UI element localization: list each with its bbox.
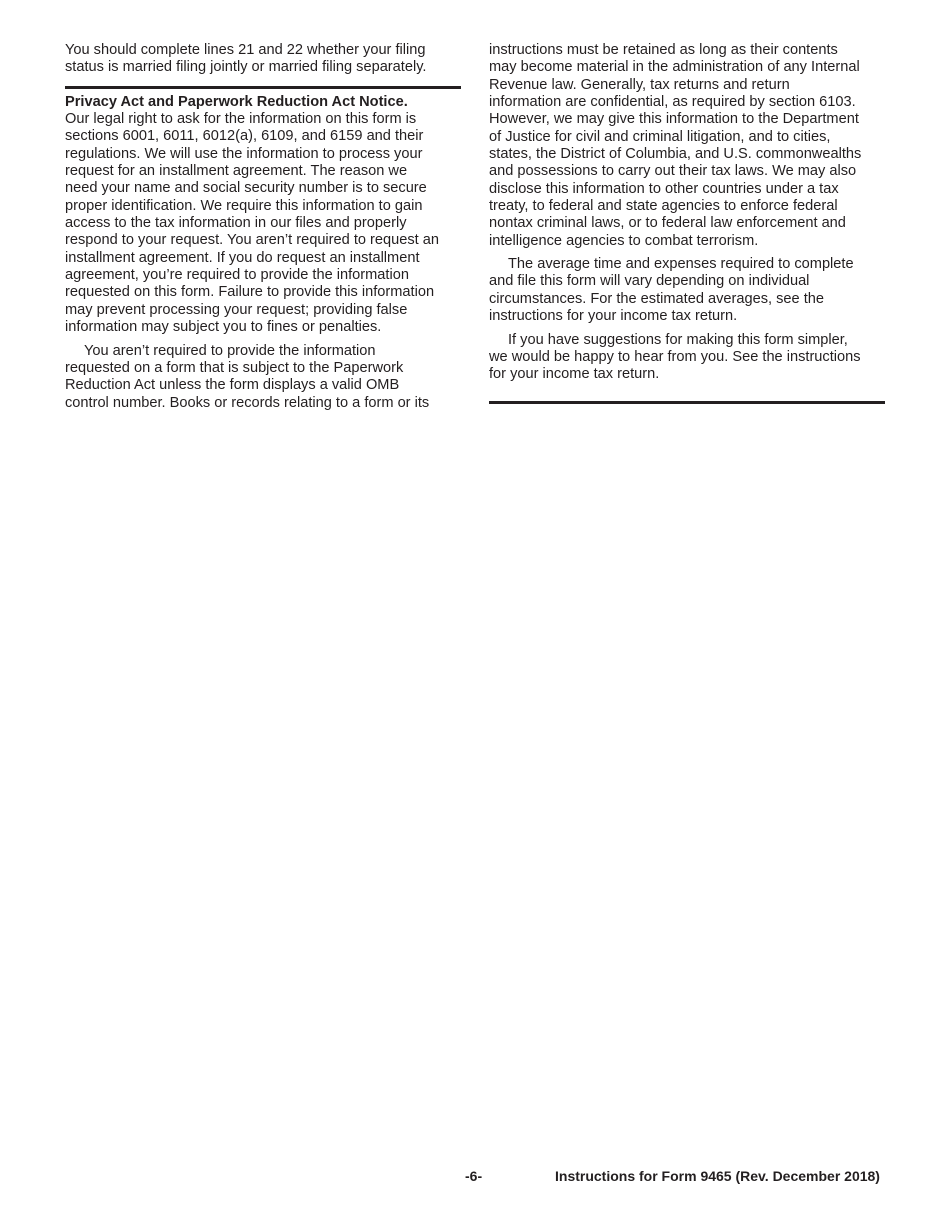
left-column [65, 42, 461, 412]
privacy-notice-heading: Privacy Act and Paperwork Reduction Act Notice. [65, 93, 408, 110]
right-column [489, 42, 885, 404]
lines-21-22-note: You should complete lines 21 and 22 whether your filing status is married filing jointly or married filing separately. [65, 42, 427, 76]
confidentiality-paragraph: instructions must be retained as long as their contents may become material in the administration of any Internal Revenue law. Generally, tax returns and return information are confidential, as required by section 6103. However, we may give this information to the Department of Justice for civil and criminal litigation, and to cities, states, the District of Columbia, and U.S. commonwealths and possessions to carry out their tax laws. We may also disclose this information to other countries under a tax treaty, to federal and state agencies to enforce federal nontax criminal laws, or to federal law enforcement and intelligence agencies to combat terrorism. [489, 42, 862, 249]
section-divider [65, 86, 461, 89]
suggestions-paragraph: If you have suggestions for making this form simpler, we would be happy to hear from you. See the instructions for your income tax return. [489, 331, 861, 383]
page-number: -6- [465, 1168, 483, 1184]
privacy-notice-body: Our legal right to ask for the information on this form is sections 6001, 6011, 6012(a), 6109, and 6159 and their regulations. We will use the information to process your request for an installment agreement. The reason we need your name and social security number is to secure proper identification. We require this information to gain access to the tax information in our files and properly respond to your request. You aren’t required to request an installment agreement. If you do request an installment agreement, you’re required to provide the information requested on this form. Failure to provide this information may prevent processing your request; providing false information may subject you to fines or penalties. [65, 111, 440, 336]
document-title: Instructions for Form 9465 (Rev. December 2018) [555, 1168, 880, 1184]
paperwork-reduction-paragraph: You aren’t required to provide the information requested on a form that is subject to the Paperwork Reduction Act unless the form displays a valid OMB control number. Books or records relating to a form or its [65, 342, 430, 411]
privacy-notice [65, 94, 461, 337]
time-estimate-paragraph: The average time and expenses required to complete and file this form will vary depending on individual circumstances. For the estimated averages, see the instructions for your income tax return. [489, 256, 854, 325]
end-divider [489, 401, 885, 404]
